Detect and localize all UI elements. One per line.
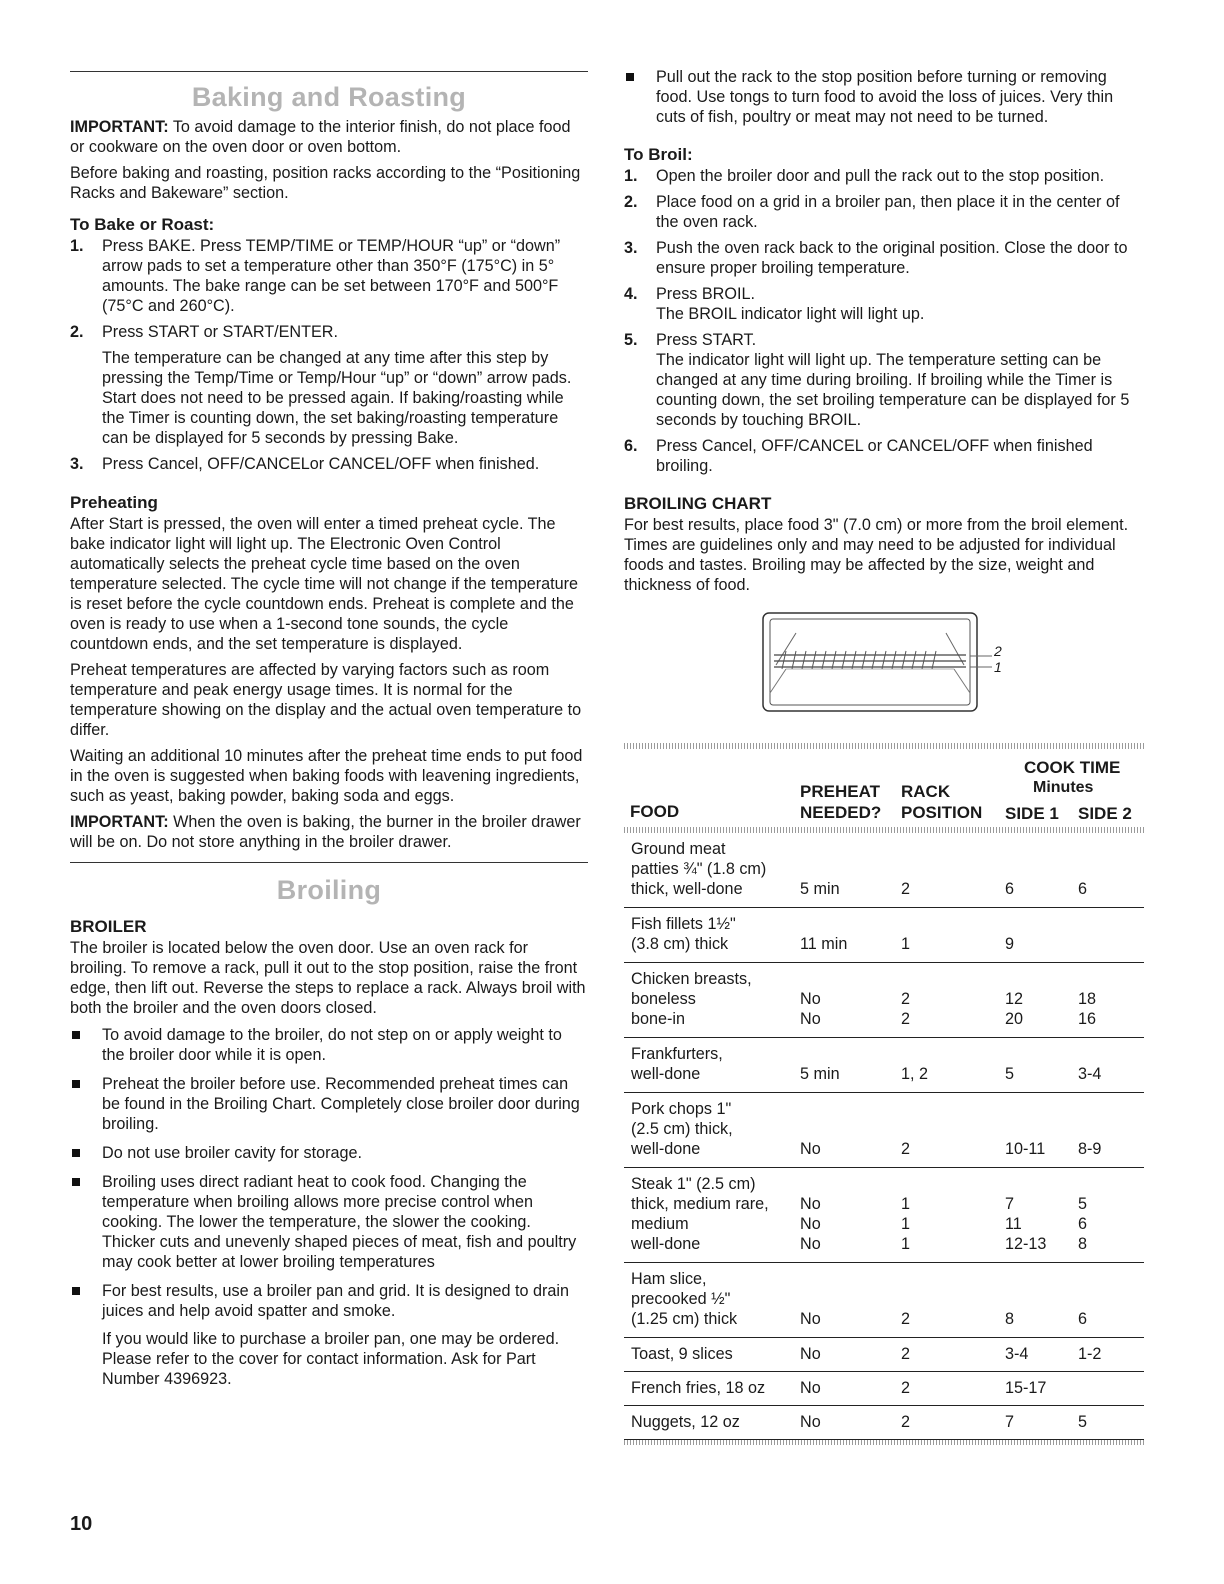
cell-food: Ham slice, precooked ½" (1.25 cm) thick bbox=[631, 1270, 738, 1328]
cell-rack-position: 2 bbox=[901, 1413, 911, 1431]
broil-steps-list bbox=[624, 166, 1144, 476]
bake-step bbox=[70, 454, 588, 474]
step-number: 2. bbox=[624, 193, 638, 211]
bullet-text: Preheat the broiler before use. Recommended preheat times can be found in the Broiling Chart. Completely close broiler door during broiling. bbox=[102, 1075, 580, 1133]
preheating-paragraph: Preheat temperatures are affected by varying factors such as room temperature and peak energy usage times. It is normal for the temperature showing on the display and the actual oven temperature to differ. bbox=[70, 661, 582, 739]
cell-preheat: No bbox=[800, 1345, 821, 1363]
list-item bbox=[70, 1143, 588, 1163]
cell-preheat: 5 min bbox=[800, 1065, 840, 1083]
chart-table-header bbox=[624, 749, 1144, 827]
step-text: Press START or START/ENTER. bbox=[102, 323, 338, 341]
list-item bbox=[70, 1281, 588, 1389]
page-number: 10 bbox=[70, 1513, 93, 1535]
table-row bbox=[624, 1406, 1144, 1440]
to-bake-heading: To Bake or Roast: bbox=[70, 215, 215, 234]
bake-step bbox=[70, 236, 588, 316]
list-item bbox=[70, 1074, 588, 1134]
rack-position-2-label: 2 bbox=[994, 643, 1002, 659]
important-note bbox=[70, 117, 588, 157]
cell-rack-position: 1 1 1 bbox=[901, 1195, 911, 1253]
table-row bbox=[624, 1372, 1144, 1406]
preheating-paragraphs bbox=[70, 514, 588, 806]
cell-preheat: No No bbox=[800, 990, 821, 1028]
cell-preheat: No bbox=[800, 1310, 821, 1328]
broil-step bbox=[624, 166, 1144, 186]
bullet-text: Do not use broiler cavity for storage. bbox=[102, 1144, 363, 1162]
cell-food: French fries, 18 oz bbox=[631, 1379, 766, 1397]
bullet-detail: If you would like to purchase a broiler pan, one may be ordered. Please refer to the cover for contact information. Ask for Part Number 4396923. bbox=[102, 1330, 560, 1388]
broiling-chart-heading: BROILING CHART bbox=[624, 494, 772, 513]
table-row bbox=[624, 833, 1144, 908]
chart-table-body bbox=[624, 833, 1144, 1440]
broil-step bbox=[624, 238, 1144, 278]
table-row bbox=[624, 1093, 1144, 1168]
bullet-square-icon bbox=[72, 1178, 80, 1186]
cell-side2-minutes: 3-4 bbox=[1078, 1065, 1102, 1083]
table-row bbox=[624, 1263, 1144, 1338]
cell-rack-position: 2 2 bbox=[901, 990, 911, 1028]
step-number: 5. bbox=[624, 331, 638, 349]
baking-intro: Before baking and roasting, position racks according to the “Positioning Racks and Bakeware” section. bbox=[70, 164, 581, 202]
list-item bbox=[70, 1172, 588, 1272]
cell-preheat: No bbox=[800, 1413, 821, 1431]
cell-preheat: 5 min bbox=[800, 880, 840, 898]
list-item bbox=[70, 1025, 588, 1065]
bake-step bbox=[70, 322, 588, 448]
cell-rack-position: 2 bbox=[901, 1345, 911, 1363]
table-row bbox=[624, 963, 1144, 1038]
step-text: Press BROIL. The BROIL indicator light will light up. bbox=[656, 285, 925, 323]
step-text: Press Cancel, OFF/CANCELor CANCEL/OFF when finished. bbox=[102, 455, 540, 473]
cell-rack-position: 2 bbox=[901, 880, 911, 898]
col-header-rack: RACK POSITION bbox=[901, 782, 983, 822]
table-row bbox=[624, 1038, 1144, 1093]
cell-rack-position: 2 bbox=[901, 1379, 911, 1397]
step-text: Press Cancel, OFF/CANCEL or CANCEL/OFF when finished broiling. bbox=[656, 437, 1093, 475]
cell-food: Fish fillets 1½" (3.8 cm) thick bbox=[631, 915, 736, 953]
bullet-text: To avoid damage to the broiler, do not step on or apply weight to the broiler door while it is open. bbox=[102, 1026, 562, 1064]
cell-preheat: 11 min bbox=[800, 935, 848, 953]
cell-side1-minutes: 15-17 bbox=[1005, 1379, 1047, 1397]
bullet-square-icon bbox=[72, 1080, 80, 1088]
table-row bbox=[624, 908, 1144, 963]
cell-preheat: No bbox=[800, 1379, 821, 1397]
col-header-side2: SIDE 2 bbox=[1078, 804, 1132, 823]
cell-food: Frankfurters, well-done bbox=[631, 1045, 723, 1083]
rack-position-1-label: 1 bbox=[994, 659, 1002, 675]
cell-side2-minutes: 18 16 bbox=[1078, 990, 1097, 1028]
table-row bbox=[624, 1338, 1144, 1372]
bullet-square-icon bbox=[72, 1287, 80, 1295]
cell-rack-position: 2 bbox=[901, 1140, 911, 1158]
cell-side1-minutes: 6 bbox=[1005, 880, 1015, 898]
broiler-intro: The broiler is located below the oven door. Use an oven rack for broiling. To remove a rack, pull it out to the stop position, raise the front edge, then lift out. Reverse the steps to replace a rack. Always broil with both the broiler and the oven doors closed. bbox=[70, 939, 586, 1017]
broil-step bbox=[624, 436, 1144, 476]
important-note-2 bbox=[70, 812, 588, 852]
cell-side1-minutes: 12 20 bbox=[1005, 990, 1024, 1028]
cell-preheat: No No No bbox=[800, 1195, 821, 1253]
oven-cavity-illustration bbox=[624, 609, 1144, 729]
step-text: Press START. The indicator light will light up. The temperature setting can be changed at any time during broiling. If broiling while the Timer is counting down, the set broiling temperature can be displayed for 5 seconds by touching BROIL. bbox=[656, 331, 1130, 429]
oven-rack-diagram bbox=[624, 609, 1144, 729]
bullet-square-icon bbox=[626, 73, 634, 81]
cell-side2-minutes: 8-9 bbox=[1078, 1140, 1102, 1158]
step-number: 4. bbox=[624, 285, 638, 303]
bake-steps-list bbox=[70, 236, 588, 474]
cell-preheat: No bbox=[800, 1140, 821, 1158]
step-detail: The temperature can be changed at any time after this step by pressing the Temp/Time or Temp/Hour “up” or “down” arrow pads. Start does not need to be pressed again. If baking/roasting while the Timer is counting down, the set baking/roasting temperature can be displayed for 5 seconds by pressing Bake. bbox=[102, 349, 572, 447]
important-text: When the oven is baking, the burner in the broiler drawer will be on. Do not store anything in the broiler drawer. bbox=[70, 813, 581, 851]
broil-step bbox=[624, 192, 1144, 232]
cell-side1-minutes: 7 bbox=[1005, 1413, 1015, 1431]
cell-rack-position: 1, 2 bbox=[901, 1065, 929, 1083]
step-number: 1. bbox=[70, 237, 84, 255]
table-row bbox=[624, 1168, 1144, 1263]
cell-side1-minutes: 5 bbox=[1005, 1065, 1015, 1083]
cell-food: Ground meat patties ¾" (1.8 cm) thick, well-done bbox=[631, 840, 767, 898]
step-number: 2. bbox=[70, 323, 84, 341]
preheating-paragraph: Waiting an additional 10 minutes after the preheat time ends to put food in the oven is suggested when baking foods with leavening ingredients, such as yeast, baking powder, baking soda and eggs. bbox=[70, 747, 583, 805]
cell-side1-minutes: 10-11 bbox=[1005, 1140, 1046, 1158]
baking-section-title: Baking and Roasting bbox=[191, 82, 467, 112]
cell-side2-minutes: 5 bbox=[1078, 1413, 1088, 1431]
preheating-paragraph: After Start is pressed, the oven will enter a timed preheat cycle. The bake indicator light will light up. The Electronic Oven Control automatically selects the preheat cycle time based on the oven temperature selected. The cycle time will not change if the temperature is reset before the cycle countdown ends. Preheat is complete and the oven is ready to use when a 1-second tone sounds, the cycle countdown ends, and the set temperature is displayed. bbox=[70, 515, 579, 653]
step-number: 3. bbox=[624, 239, 638, 257]
to-broil-heading: To Broil: bbox=[624, 145, 693, 164]
cell-food: Nuggets, 12 oz bbox=[631, 1413, 740, 1431]
step-text: Push the oven rack back to the original position. Close the door to ensure proper broiling temperature. bbox=[656, 239, 1128, 277]
col-header-minutes: Minutes bbox=[1033, 779, 1094, 796]
step-number: 1. bbox=[624, 167, 638, 185]
col-header-cook-time: COOK TIME bbox=[1024, 758, 1121, 777]
cell-side2-minutes: 5 6 8 bbox=[1078, 1195, 1088, 1253]
step-number: 6. bbox=[624, 437, 638, 455]
cell-food: Pork chops 1" (2.5 cm) thick, well-done bbox=[631, 1100, 733, 1158]
right-column bbox=[624, 0, 1144, 1445]
broil-step bbox=[624, 284, 1144, 324]
cell-side1-minutes: 8 bbox=[1005, 1310, 1015, 1328]
important-text: To avoid damage to the interior finish, do not place food or cookware on the oven door or oven bottom. bbox=[70, 118, 571, 156]
col-header-preheat: PREHEAT NEEDED? bbox=[800, 782, 882, 822]
left-column bbox=[70, 0, 588, 1398]
cell-rack-position: 1 bbox=[901, 935, 911, 953]
preheating-heading: Preheating bbox=[70, 493, 158, 512]
section-divider bbox=[70, 862, 588, 863]
col-header-food: FOOD bbox=[630, 802, 680, 821]
cell-side2-minutes: 6 bbox=[1078, 880, 1088, 898]
step-text: Press BAKE. Press TEMP/TIME or TEMP/HOUR “up” or “down” arrow pads to set a temperature other than 350°F (175°C) in 5° amounts. The bake range can be set between 170°F and 500°F (75°C and 260°C). bbox=[102, 237, 561, 315]
cell-food: Toast, 9 slices bbox=[631, 1345, 733, 1363]
step-text: Place food on a grid in a broiler pan, then place it in the center of the oven rack. bbox=[656, 193, 1120, 231]
important-label: IMPORTANT: bbox=[70, 813, 169, 831]
section-divider bbox=[70, 71, 588, 72]
col-header-side1: SIDE 1 bbox=[1005, 804, 1059, 823]
broiler-heading: BROILER bbox=[70, 917, 147, 936]
step-text: Open the broiler door and pull the rack out to the stop position. bbox=[656, 167, 1105, 185]
broiler-bullets-list bbox=[70, 1025, 588, 1389]
bullet-text: Broiling uses direct radiant heat to cook food. Changing the temperature when broiling allows more precise control when cooking. The lower the temperature, the slower the cooking. Thicker cuts and unevenly shaped pieces of meat, fish and poultry may cook better at lower broiling temperatures bbox=[102, 1173, 577, 1271]
broiling-section-title: Broiling bbox=[276, 875, 382, 905]
broil-step bbox=[624, 330, 1144, 430]
cell-food: Steak 1" (2.5 cm) thick, medium rare, medium well-done bbox=[631, 1175, 769, 1253]
cell-side2-minutes: 6 bbox=[1078, 1310, 1088, 1328]
important-label: IMPORTANT: bbox=[70, 118, 169, 136]
list-item: Pull out the rack to the stop position before turning or removing food. Use tongs to turn food to avoid the loss of juices. Very thin cuts of fish, poultry or meat may not need to be turned. bbox=[624, 67, 1144, 127]
bullet-text: For best results, use a broiler pan and grid. It is designed to drain juices and help avoid spatter and smoke. bbox=[102, 1282, 569, 1320]
broiling-chart-intro: For best results, place food 3" (7.0 cm) or more from the broil element. Times are guidelines only and may need to be adjusted for individual foods and tastes. Broiling may be affected by the size, weight and thickness of food. bbox=[624, 516, 1129, 594]
cell-rack-position: 2 bbox=[901, 1310, 911, 1328]
right-bullets-list bbox=[624, 67, 1144, 127]
cell-side1-minutes: 3-4 bbox=[1005, 1345, 1029, 1363]
cell-side1-minutes: 7 11 12-13 bbox=[1005, 1195, 1047, 1253]
bullet-square-icon bbox=[72, 1149, 80, 1157]
cell-side2-minutes: 1-2 bbox=[1078, 1345, 1102, 1363]
step-number: 3. bbox=[70, 455, 84, 473]
cell-food: Chicken breasts, boneless bone-in bbox=[631, 970, 752, 1028]
cell-side1-minutes: 9 bbox=[1005, 935, 1015, 953]
bullet-square-icon bbox=[72, 1031, 80, 1039]
